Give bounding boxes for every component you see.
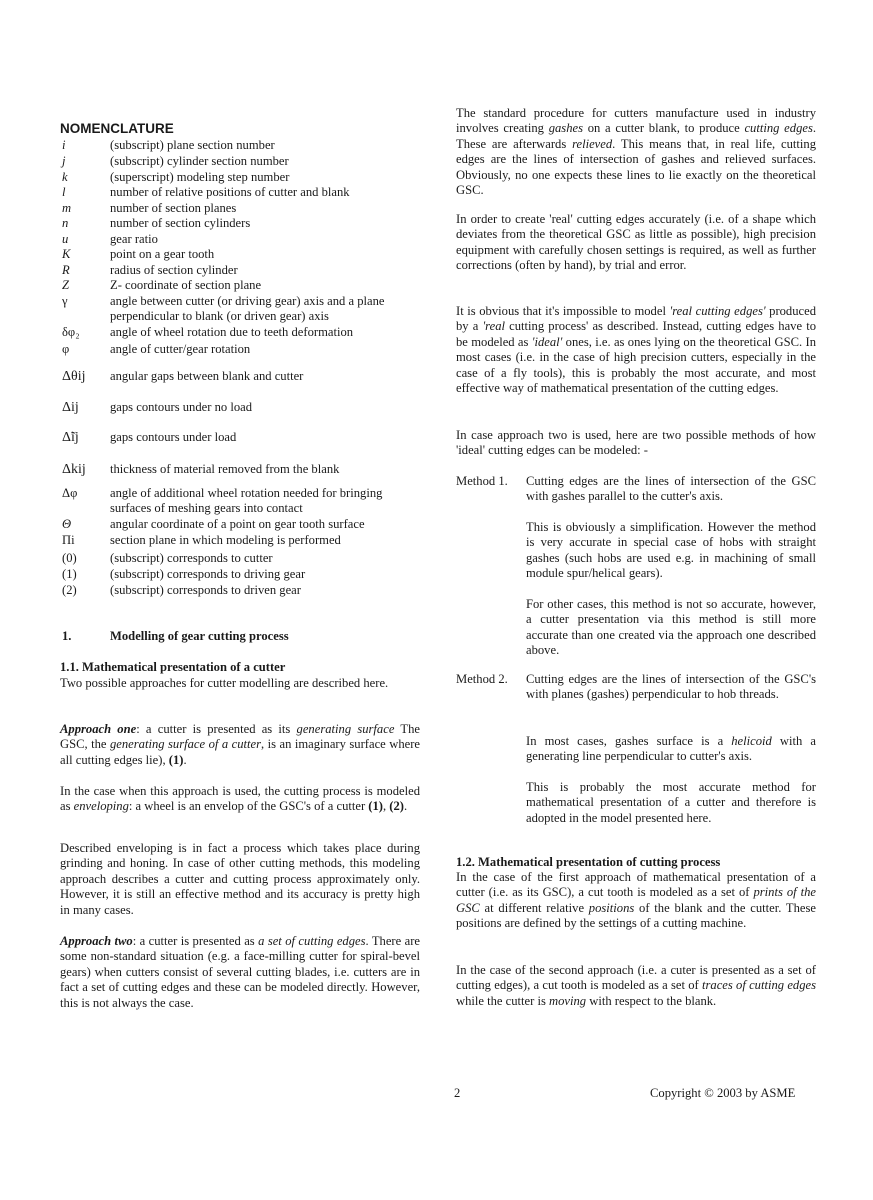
approach-one-paragraph: Approach one: a cutter is presented as its generating surface The GSC, the generating surface of a cutter, is an imaginary surface where all cutting edges lie), (1). xyxy=(60,722,420,767)
method-2-note-2: This is probably the most accurate method for mathematical presentation of a cutter and therefore is adopted in the model presented here. xyxy=(526,780,816,825)
page-number: 2 xyxy=(454,1086,461,1100)
nomenclature-heading: NOMENCLATURE xyxy=(60,121,174,136)
cutters-manufacture-paragraph: The standard procedure for cutters manufacture used in industry involves creating gashes on a cutter blank, to produce cutting edges. These are afterwards relieved. This means that, in real life, cutting edges are the lines of intersection of gashes and relieved surfaces. Obviously, no one expects these lines to lie exactly on the theoretical GSC. xyxy=(456,106,817,198)
described-enveloping-paragraph: Described enveloping is in fact a process which takes place during grinding and honing. In case of other cutting methods, this modeling approach describes a cutter and cutting process approximately only. However, it is still an effective method and its accuracy is pretty high in many cases. xyxy=(60,841,420,917)
real-edges-paragraph: In order to create 'real' cutting edges accurately (i.e. of a shape which deviates from the theoretical GSC as little as possible), high precision equipment with carefully chosen settings is required, as well as further corrections (often by hand), by trial and error. xyxy=(456,212,816,273)
method-2-label: Method 2. xyxy=(456,672,508,686)
method-1-label: Method 1. xyxy=(456,474,508,488)
method-2-text: Cutting edges are the lines of intersection of the GSC's with planes (gashes) perpendicular to hob threads. xyxy=(526,672,816,702)
method-2-note-1: In most cases, gashes surface is a helicoid with a generating line perpendicular to cutter's axis. xyxy=(526,734,816,764)
section-1-number: 1. xyxy=(62,629,72,643)
section-1-1-title: 1.1. Mathematical presentation of a cutter xyxy=(60,660,286,674)
methods-intro-paragraph: In case approach two is used, here are two possible methods of how 'ideal' cutting edges can be modeled: - xyxy=(456,428,816,458)
first-approach-process-paragraph: In the case of the first approach of mathematical presentation of a cutter (i.e. as its GSC), a cut tooth is modeled as a set of prints of the GSC at different relative positions of the blank and the cutter. These positions are defined by the settings of a cutting machine. xyxy=(456,870,816,931)
section-1-1-intro: Two possible approaches for cutter modelling are described here. xyxy=(60,676,389,690)
section-1-2-title: 1.2. Mathematical presentation of cutting process xyxy=(456,855,721,869)
method-1-note-2: For other cases, this method is not so accurate, however, a cutter presentation via this method is still more accurate than one created via the approach one described above. xyxy=(526,597,816,658)
second-approach-process-paragraph: In the case of the second approach (i.e. a cuter is presented as a set of cutting edges), a cut tooth is modeled as a set of traces of cutting edges while the cutter is moving with respect to the blank. xyxy=(456,963,816,1008)
method-1-text: Cutting edges are the lines of intersection of the GSC with gashes parallel to the cutter's axis. xyxy=(526,474,816,504)
ideal-edges-paragraph: It is obvious that it's impossible to model 'real cutting edges' produced by a 'real cutting process' as described. Instead, cutting edges have to be modeled as 'ideal' ones, i.e. as ones lying on the theoretical GSC. In most cases (i.e. in the case of high precision cutters, especially in the case of a fly tools), this is probably the most accurate, and most effective way of mathematical presentation of the cutting edges. xyxy=(456,304,817,396)
section-1-title: Modelling of gear cutting process xyxy=(110,629,289,643)
approach-two-paragraph: Approach two: a cutter is presented as a set of cutting edges. There are some non-standard situation (e.g. a face-milling cutter for spiral-bevel gears) when cutters consist of several cutting blades, i.e. cutters are in fact a set of cutting edges and these can be modeled directly. However, this is not always the case. xyxy=(60,934,421,1010)
copyright-notice: Copyright © 2003 by ASME xyxy=(650,1086,796,1100)
method-1-note-1: This is obviously a simplification. However the method is very accurate in special case of hobs with straight gashes (such hobs are used e.g. in machining of small module spur/helical gears). xyxy=(526,520,816,581)
enveloping-paragraph: In the case when this approach is used, the cutting process is modeled as enveloping: a wheel is an envelop of the GSC's of a cutter (1), (2). xyxy=(60,784,420,814)
